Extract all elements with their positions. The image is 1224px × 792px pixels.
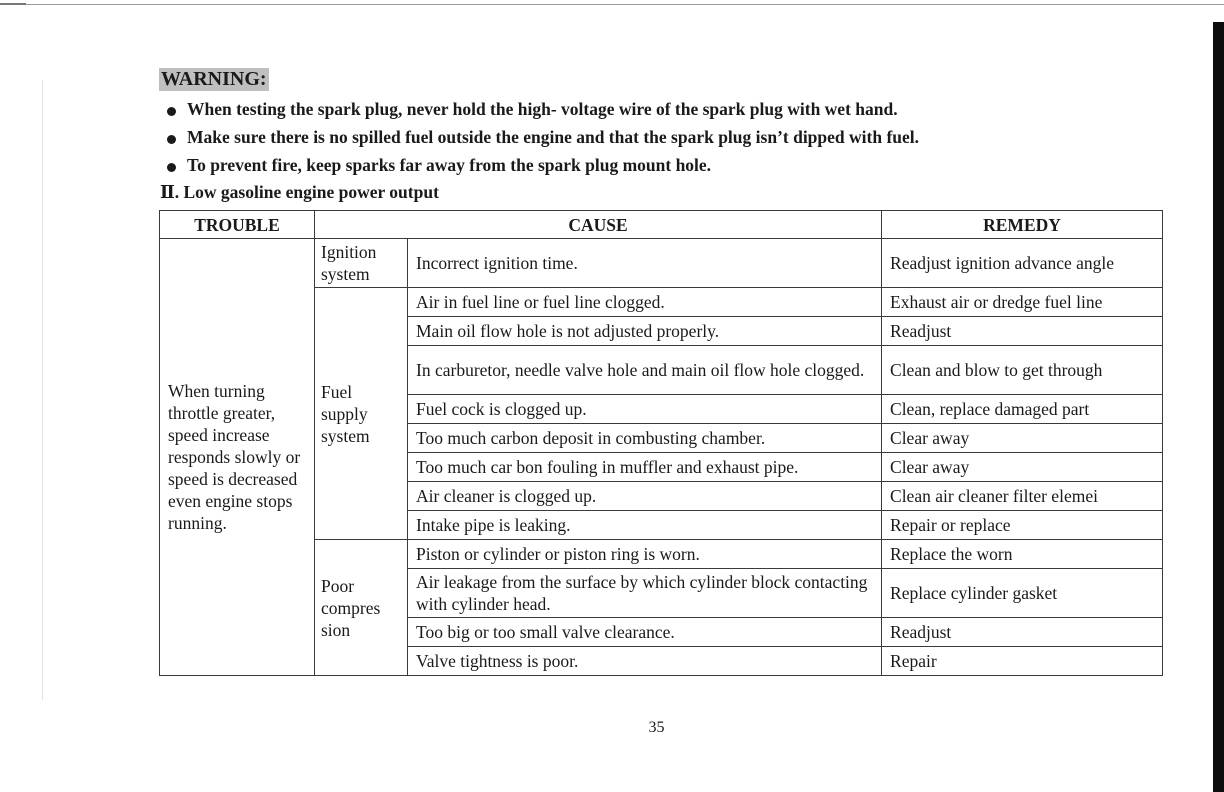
cause-cell: In carburetor, needle valve hole and main oil flow hole clogged.: [408, 346, 882, 395]
remedy-cell: Clear away: [882, 453, 1163, 482]
remedy-cell: Exhaust air or dredge fuel line: [882, 288, 1163, 317]
header-cause: CAUSE: [315, 211, 882, 239]
header-trouble: TROUBLE: [160, 211, 315, 239]
scan-edge-right: [1213, 22, 1224, 792]
cause-cell: Main oil flow hole is not adjusted properly.: [408, 317, 882, 346]
bullet-dot-icon: [167, 135, 176, 144]
cause-cell: Air leakage from the surface by which cylinder block contacting with cylinder head.: [408, 569, 882, 618]
warning-title: WARNING:: [161, 68, 267, 90]
cause-cell: Air in fuel line or fuel line clogged.: [408, 288, 882, 317]
warning-bullet-text: To prevent fire, keep sparks far away from the spark plug mount hole.: [187, 155, 712, 175]
cause-group-fuel: Fuel supply system: [315, 288, 408, 540]
warning-bullet-text: When testing the spark plug, never hold the high- voltage wire of the spark plug with wet hand.: [187, 99, 898, 119]
cause-cell: Piston or cylinder or piston ring is worn.: [408, 540, 882, 569]
cause-cell: Too much carbon deposit in combusting chamber.: [408, 424, 882, 453]
cause-cell: Air cleaner is clogged up.: [408, 482, 882, 511]
header-remedy: REMEDY: [882, 211, 1163, 239]
bullet-dot-icon: [167, 107, 176, 116]
trouble-description: When turning throttle greater, speed increase responds slowly or speed is decreased even engine stops running.: [160, 239, 315, 676]
remedy-cell: Repair or replace: [882, 511, 1163, 540]
page-number: 35: [648, 719, 665, 736]
section-heading: Ⅱ. Low gasoline engine power output: [160, 182, 439, 202]
cause-group-compression: Poor compres sion: [315, 540, 408, 676]
table-header-row: [160, 211, 1163, 239]
cause-cell: Too big or too small valve clearance.: [408, 618, 882, 647]
remedy-cell: Readjust: [882, 618, 1163, 647]
scan-mark: [0, 3, 26, 5]
scan-border-top: [0, 4, 1224, 5]
table-row: [160, 239, 1163, 288]
remedy-cell: Readjust ignition advance angle: [882, 239, 1163, 288]
scan-edge-left: [42, 80, 43, 700]
warning-bullet-text: Make sure there is no spilled fuel outside the engine and that the spark plug isn’t dipped with fuel.: [187, 127, 920, 147]
cause-group-ignition: Ignition system: [315, 239, 408, 288]
remedy-cell: Clean, replace damaged part: [882, 395, 1163, 424]
cause-cell: Fuel cock is clogged up.: [408, 395, 882, 424]
remedy-cell: Clean and blow to get through: [882, 346, 1163, 395]
cause-cell: Intake pipe is leaking.: [408, 511, 882, 540]
remedy-cell: Repair: [882, 647, 1163, 676]
cause-cell: Valve tightness is poor.: [408, 647, 882, 676]
troubleshooting-table: [159, 210, 1163, 676]
remedy-cell: Replace cylinder gasket: [882, 569, 1163, 618]
remedy-cell: Clear away: [882, 424, 1163, 453]
remedy-cell: Clean air cleaner filter elemei: [882, 482, 1163, 511]
remedy-cell: Replace the worn: [882, 540, 1163, 569]
cause-cell: Too much car bon fouling in muffler and exhaust pipe.: [408, 453, 882, 482]
bullet-dot-icon: [167, 163, 176, 172]
remedy-cell: Readjust: [882, 317, 1163, 346]
cause-cell: Incorrect ignition time.: [408, 239, 882, 288]
